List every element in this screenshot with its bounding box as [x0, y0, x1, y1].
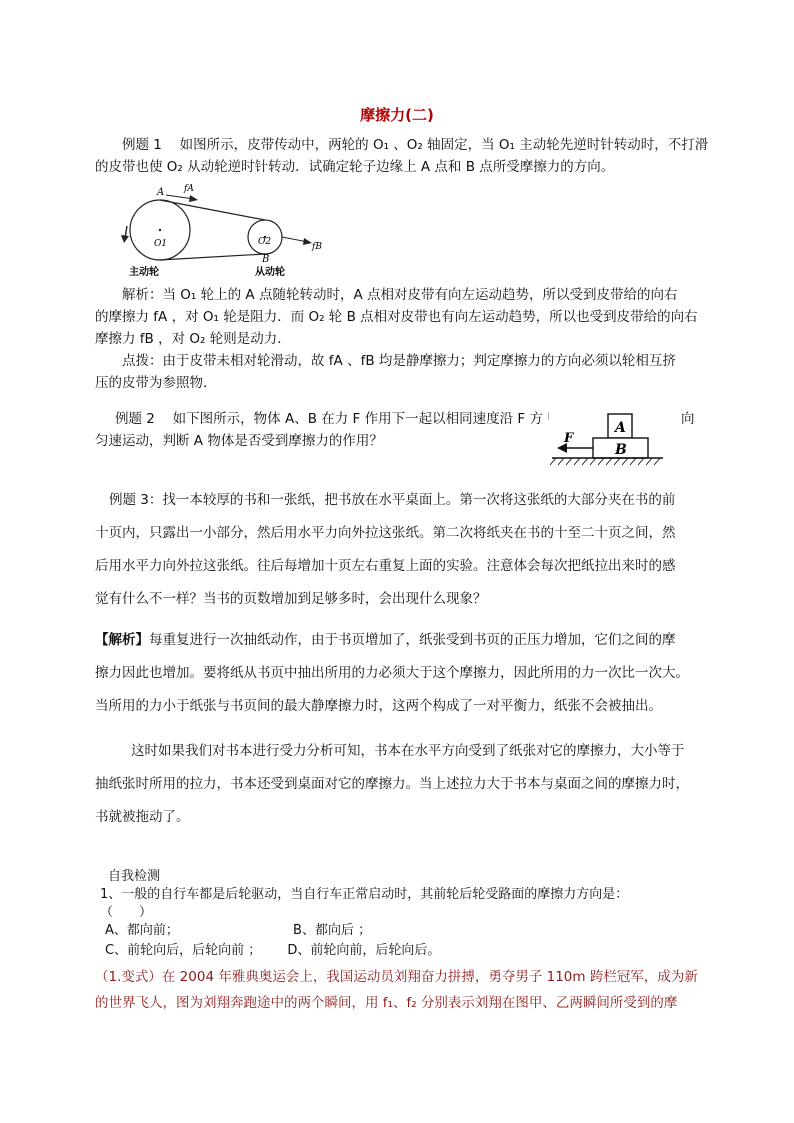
- analysis-1: [95, 284, 715, 350]
- example-2-line: 匀速运动，判断 A 物体是否受到摩擦力的作用？: [95, 433, 383, 449]
- analysis-1-line: 的摩擦力 fA ，对 O₁ 轮是阻力．而 O₂ 轮 B 点相对皮带也有向左运动趋势，所以也受到皮带给的向右: [95, 309, 698, 325]
- example-2: [95, 408, 555, 452]
- option-c: C、前轮向后，后轮向前 ；: [105, 943, 262, 958]
- label-fA: fA: [184, 184, 194, 194]
- example-3-line: 觉有什么不一样？当书的页数增加到足够多时，会出现什么现象？: [95, 591, 487, 607]
- tip-1: [95, 350, 715, 394]
- tip-1-line: 点拨：由于皮带未相对轮滑动，故 fA 、fB 均是静摩擦力；判定摩擦力的方向必须以轮相互挤: [122, 353, 676, 369]
- example-1-line: 的皮带也使 O₂ 从动轮逆时针转动．试确定轮子边缘上 A 点和 B 点所受摩擦力的方向。: [95, 159, 615, 175]
- option-b: B、都向后 ；: [293, 923, 372, 938]
- paragraph-book-analysis: [95, 735, 715, 834]
- option-d: D、前轮向前，后轮向后。: [287, 943, 441, 958]
- belt-upper: [160, 200, 265, 220]
- label-A: A: [157, 187, 165, 198]
- example-1-line: 例题 1 如图所示，皮带传动中，两轮的 O₁ 、O₂ 轴固定，当 O₁ 主动轮先逆时针转动时，不打滑: [122, 137, 709, 153]
- label-block-A: A: [615, 420, 626, 436]
- blocks-figure: [548, 408, 668, 470]
- analysis-3-line: 擦力因此也增加。要将纸从书页中抽出所用的力必须大于这个摩擦力，因此所用的力一次比一次大。: [95, 665, 689, 681]
- example-1: [95, 134, 715, 178]
- page-title: 摩擦力(二): [360, 106, 434, 124]
- fA-arrowhead: [189, 195, 198, 202]
- analysis-3-line: 当所用的力小于纸张与书页间的最大静摩擦力时，这两个构成了一对平衡力，纸张不会被抽出。: [95, 698, 662, 714]
- example-3-line: 例题 3：找一本较厚的书和一张纸，把书放在水平桌面上。第一次将这张纸的大部分夹在书的前: [109, 492, 676, 508]
- paragraph-line: 抽纸张时所用的拉力，书本还受到桌面对它的摩擦力。当上述拉力大于书本与桌面之间的摩擦力时，: [95, 776, 689, 792]
- example-3-line: 后用水平力向外拉这张纸。往后每增加十页左右重复上面的实验。注意体会每次把纸拉出来时的感: [95, 558, 676, 574]
- label-O1: O1: [154, 239, 168, 249]
- caption-driving: 主动轮: [129, 267, 159, 278]
- question-1-paren: （ ）: [100, 905, 153, 920]
- label-block-B: B: [615, 442, 627, 458]
- analysis-3-line: 每重复进行一次抽纸动作，由于书页增加了，纸张受到书页的正压力增加，它们之间的摩: [149, 632, 676, 648]
- analysis-1-line: 摩擦力 fB ，对 O₂ 轮则是动力．: [95, 331, 291, 347]
- paragraph-line: 这时如果我们对书本进行受力分析可知，书本在水平方向受到了纸张对它的摩擦力，大小等于: [131, 743, 685, 759]
- option-a: A、都向前；: [105, 923, 179, 938]
- question-1: 1、一般的自行车都是后轮驱动，当自行车正常启动时，其前轮后轮受路面的摩擦力方向是：: [100, 887, 629, 902]
- variant-line: 的世界飞人，图为刘翔奔跑途中的两个瞬间，用 f₁、f₂ 分别表示刘翔在图甲、乙两瞬间所受到的摩: [95, 995, 678, 1011]
- belt-drive-figure: [110, 178, 340, 278]
- center-o1: [159, 229, 161, 231]
- self-test: [100, 868, 720, 962]
- label-O2: O2: [258, 237, 272, 247]
- example-3-line: 十页内，只露出一小部分，然后用水平力向外拉这张纸。第二次将纸夹在书的十至二十页之间，然: [95, 525, 676, 541]
- example-2-line: 例题 2 如下图所示，物体 A、B 在力 F 作用下一起以相同速度沿 F 方: [115, 411, 543, 427]
- paragraph-line: 书就被拖动了。: [95, 809, 190, 825]
- example-3: [95, 484, 715, 616]
- variant-question: [95, 964, 715, 1016]
- analysis-1-line: 解析：当 O₁ 轮上的 A 点随轮转动时，A 点相对皮带有向左运动趋势，所以受到皮带给的向右: [122, 287, 678, 303]
- ground-hatching: [550, 458, 660, 465]
- tip-1-line: 压的皮带为参照物．: [95, 375, 217, 391]
- analysis-3: [95, 624, 715, 723]
- variant-line: （1.变式）在 2004 年雅典奥运会上，我国运动员刘翔奋力拼搏，勇夺男子 110m 跨栏冠军，成为新: [95, 969, 698, 985]
- fB-arrowhead: [303, 238, 312, 245]
- analysis-tag: 【解析】: [95, 632, 149, 648]
- label-B: B: [262, 254, 270, 265]
- example-2-line-end: 向: [681, 411, 695, 427]
- caption-driven: 从动轮: [255, 267, 285, 278]
- label-fB: fB: [312, 242, 322, 252]
- rotation-arrowhead: [121, 235, 129, 243]
- self-test-heading: 自我检测: [108, 869, 161, 884]
- label-F: F: [564, 431, 574, 446]
